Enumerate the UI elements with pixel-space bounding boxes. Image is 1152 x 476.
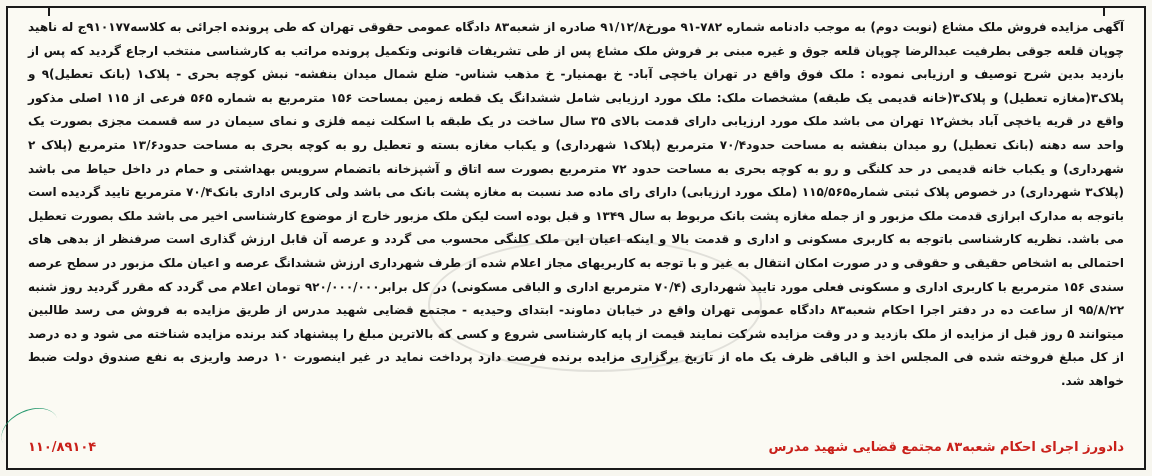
notice-footer: [28, 436, 1124, 458]
notice-frame: [6, 6, 1146, 470]
signature-line: دادورز اجرای احکام شعبه۸۳ مجتمع قضایی شهید مدرس: [768, 439, 1124, 455]
notice-code: ۱۱۰/۸۹۱۰۴: [28, 439, 97, 455]
notice-body-text: آگهی مزایده فروش ملک مشاع (نوبت دوم) به موجب دادنامه شماره ۷۸۲-۹۱ مورخ۹۱/۱۲/۸ صادره از شعبه۸۳ دادگاه عمومی حقوقی تهران که طی پرونده اجرائی به کلاسه۹۱۰۱۷۷ج له ناهید چوپان قلعه جوقی بطرفیت عبدالرضا چوپان قلعه جوق و غیره مبنی بر فروش ملک مشاع پس از طی تشریفات قانونی وتکمیل پرونده مراتب به کارشناسی منتخب ارجاع گردید که پس از بازدید بدین شرح توصیف و ارزیابی نموده : ملک فوق واقع در تهران یاخچی آباد- خ بهمنیار- خ مذهب شناس- ضلع شمال میدان بنفشه- نبش کوچه بحری - پلاک۱ (بانک تعطیل)۹ و پلاک۳(مغازه تعطیل) و پلاک۳(خانه قدیمی یک طبقه) مشخصات ملک: ملک مورد ارزیابی شامل ششدانگ یک قطعه زمین بمساحت ۱۵۶ مترمربع به شماره ۵۶۵ فرعی از ۱۱۵ اصلی مذکور واقع در قریه یاخچی آباد بخش۱۲ تهران می باشد ملک مورد ارزیابی دارای قدمت بالای ۳۵ سال ساخت در یک طبقه با اسکلت نیمه فلزی و نمای سیمان در سه قسمت مجزی بصورت یک واحد سه دهنه (بانک تعطیل) رو میدان بنفشه به مساحت حدود۷۰/۴ مترمربع (پلاک۱ شهرداری) و یکباب مغازه بسته و تعطیل رو به کوچه بحری به مساحت حدود۱۳/۶ مترمربع (پلاک ۲ شهرداری) و یکباب خانه قدیمی در حد کلنگی و رو به کوچه بحری به مساحت حدود ۷۲ مترمربع بصورت سه اتاق و آشپزخانه باتضمام سرویس بهداشتی و حمام در داخل حیاط می باشد (پلاک۳ شهرداری) در خصوص پلاک ثبتی شماره۱۱۵/۵۶۵ (ملک مورد ارزیابی) دارای رای ماده صد نسبت به مغازه پشت بانک می باشد ولی کاربری اداری بانک۷۰/۴ مترمربع تایید گردیده است باتوجه به مدارک ابرازی قدمت ملک مزبور و از جمله مغازه پشت بانک مربوط به سال ۱۳۴۹ و قبل بوده است لیکن ملک مزبور خارج از موضوع کارشناسی اخیر می باشد ملک بصورت تعطیل می باشد. نظریه کارشناسی باتوجه به کاربری مسکونی و اداری و قدمت بالا و اینکه اعیان این ملک کلنگی محسوب می گردد و عرصه آن قابل ارزش گذاری است صرفنظر از بدهی های احتمالی به اشخاص حقیقی و حقوقی و در صورت امکان انتقال به غیر و با توجه به کاربریهای مجاز اعلام شده از طرف شهرداری ارزش ششدانگ عرصه و اعیان ملک مزبور در سطح عرصه سندی ۱۵۶ مترمربع با کاربری اداری و مسکونی فعلی مورد تایید شهرداری (۷۰/۴ مترمربع اداری و الباقی مسکونی) در کل برابر۹۲۰/۰۰۰/۰۰۰ تومان اعلام می گردد که مقرر گردید روز شنبه ۹۵/۸/۲۲ از ساعت ده در دفتر اجرا احکام شعبه۸۳ دادگاه عمومی تهران واقع در خیابان دماوند- ابتدای وحیدیه - مجتمع قضایی شهید مدرس از طریق مزایده به فروش می رسد طالبین میتوانند ۵ روز قبل از مزایده از ملک بازدید و در وقت مزایده شرکت نمایند قیمت از پایه کارشناسی شروع و کسی که بالاترین مبلغ را پیشنهاد کند برنده مزایده شناخته می شود و ده درصد از کل مبلغ فروخته شده فی المجلس اخذ و الباقی ظرف یک ماه از تاریخ برگزاری مزایده برنده فرصت دارد پرداخت نماید در غیر اینصورت ۱۰ درصد واریزی به نفع صندوق دولت ضبط خواهد شد.: [28, 20, 1125, 388]
frame-corner-mark: [1103, 6, 1105, 16]
frame-corner-mark: [48, 6, 50, 16]
